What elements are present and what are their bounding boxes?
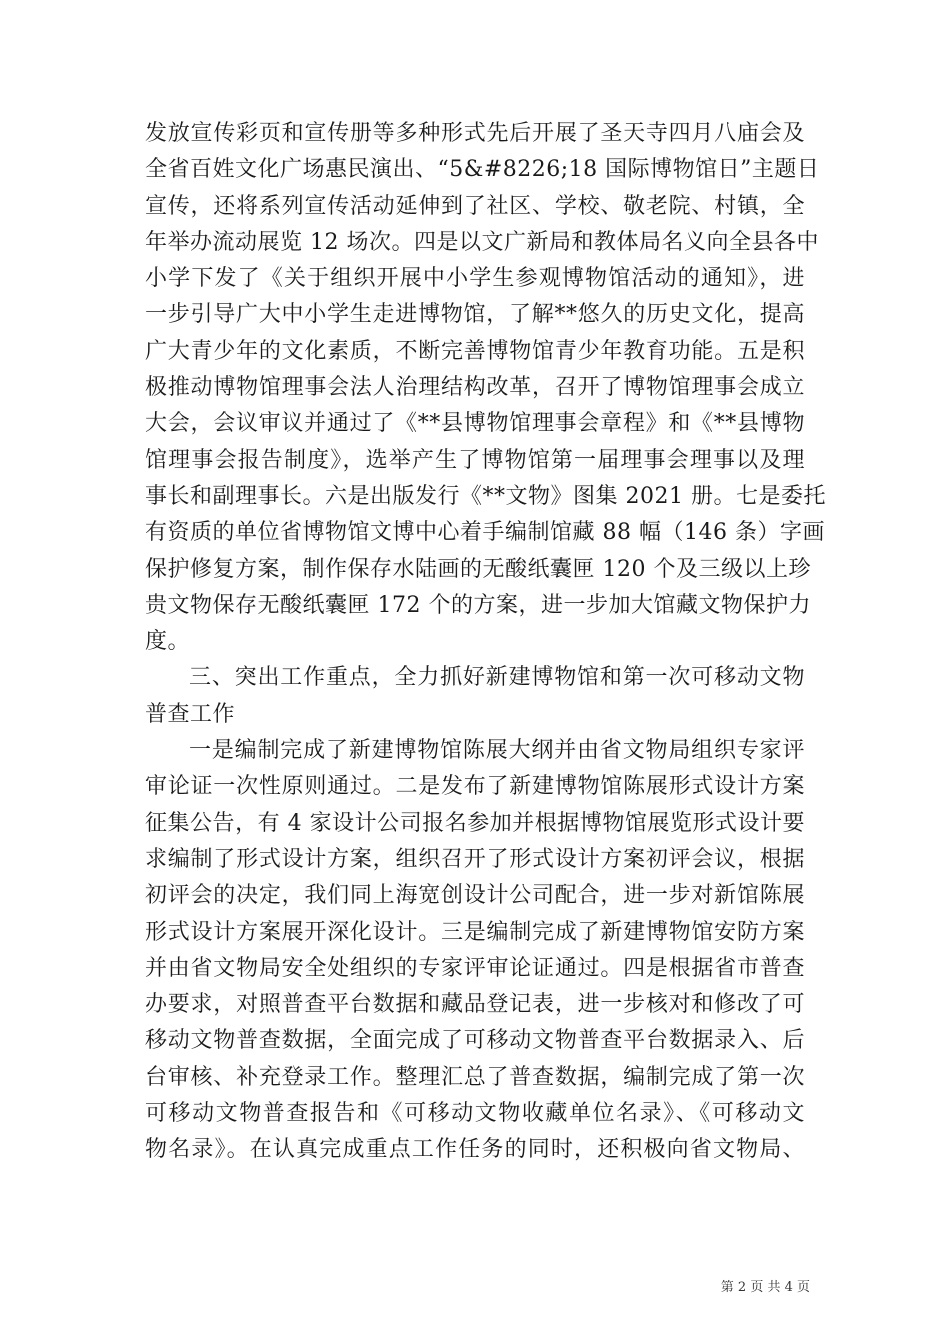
- text-line: 保护修复方案，制作保存水陆画的无酸纸囊匣 120 个及三级以上珍: [145, 556, 811, 582]
- text-line: 一是编制完成了新建博物馆陈展大纲并由省文物局组织专家评: [189, 738, 805, 764]
- text-line: 征集公告，有 4 家设计公司报名参加并根据博物馆展览形式设计要: [145, 810, 805, 836]
- text-line: 可移动文物普查报告和《可移动文物收藏单位名录》、《可移动文: [145, 1101, 805, 1127]
- text-line: 有资质的单位省博物馆文博中心着手编制馆藏 88 幅（146 条）字画: [145, 520, 825, 546]
- text-line: 审论证一次性原则通过。二是发布了新建博物馆陈展形式设计方案: [145, 774, 805, 800]
- text-line: 年举办流动展览 12 场次。四是以文广新局和教体局名义向全县各中: [145, 229, 819, 255]
- text-line: 宣传，还将系列宣传活动延伸到了社区、学校、敬老院、村镇，全: [145, 193, 805, 219]
- page-number-footer: 第 2 页 共 4 页: [720, 1280, 810, 1295]
- text-line: 事长和副理事长。六是出版发行《**文物》图集 2021 册。七是委托: [145, 483, 826, 509]
- section-heading-line: 普查工作: [145, 701, 236, 727]
- text-line: 大会，会议审议并通过了《**县博物馆理事会章程》和《**县博物: [145, 411, 805, 437]
- text-line: 发放宣传彩页和宣传册等多种形式先后开展了圣天寺四月八庙会及: [145, 121, 805, 146]
- text-line: 并由省文物局安全处组织的专家评审论证通过。四是根据省市普查: [145, 955, 805, 981]
- section-heading-line: 三、突出工作重点，全力抓好新建博物馆和第一次可移动文物: [189, 665, 805, 691]
- document-body: [145, 116, 826, 1169]
- text-line: 馆理事会报告制度》，选举产生了博物馆第一届理事会理事以及理: [145, 447, 805, 473]
- text-line: 广大青少年的文化素质，不断完善博物馆青少年教育功能。五是积: [145, 338, 805, 364]
- text-line: 办要求，对照普查平台数据和藏品登记表，进一步核对和修改了可: [145, 992, 805, 1018]
- text-line: 初评会的决定，我们同上海宽创设计公司配合，进一步对新馆陈展: [145, 883, 805, 909]
- text-line: 移动文物普查数据，全面完成了可移动文物普查平台数据录入、后: [145, 1028, 805, 1054]
- text-line: 台审核、补充登录工作。整理汇总了普查数据，编制完成了第一次: [145, 1064, 805, 1090]
- text-line: 一步引导广大中小学生走进博物馆，了解**悠久的历史文化，提高: [145, 302, 805, 328]
- text-line: 极推动博物馆理事会法人治理结构改革，召开了博物馆理事会成立: [145, 375, 805, 401]
- text-line: 小学下发了《关于组织开展中小学生参观博物馆活动的通知》，进: [145, 266, 805, 292]
- text-line: 求编制了形式设计方案，组织召开了形式设计方案初评会议，根据: [145, 846, 805, 872]
- text-line: 物名录》。在认真完成重点工作任务的同时，还积极向省文物局、: [145, 1137, 805, 1163]
- text-line: 度。: [145, 629, 191, 655]
- text-line: 形式设计方案展开深化设计。三是编制完成了新建博物馆安防方案: [145, 919, 805, 945]
- text-line: 全省百姓文化广场惠民演出、“5&#8226;18 国际博物馆日”主题日: [145, 157, 820, 183]
- text-line: 贵文物保存无酸纸囊匣 172 个的方案，进一步加大馆藏文物保护力: [145, 592, 811, 618]
